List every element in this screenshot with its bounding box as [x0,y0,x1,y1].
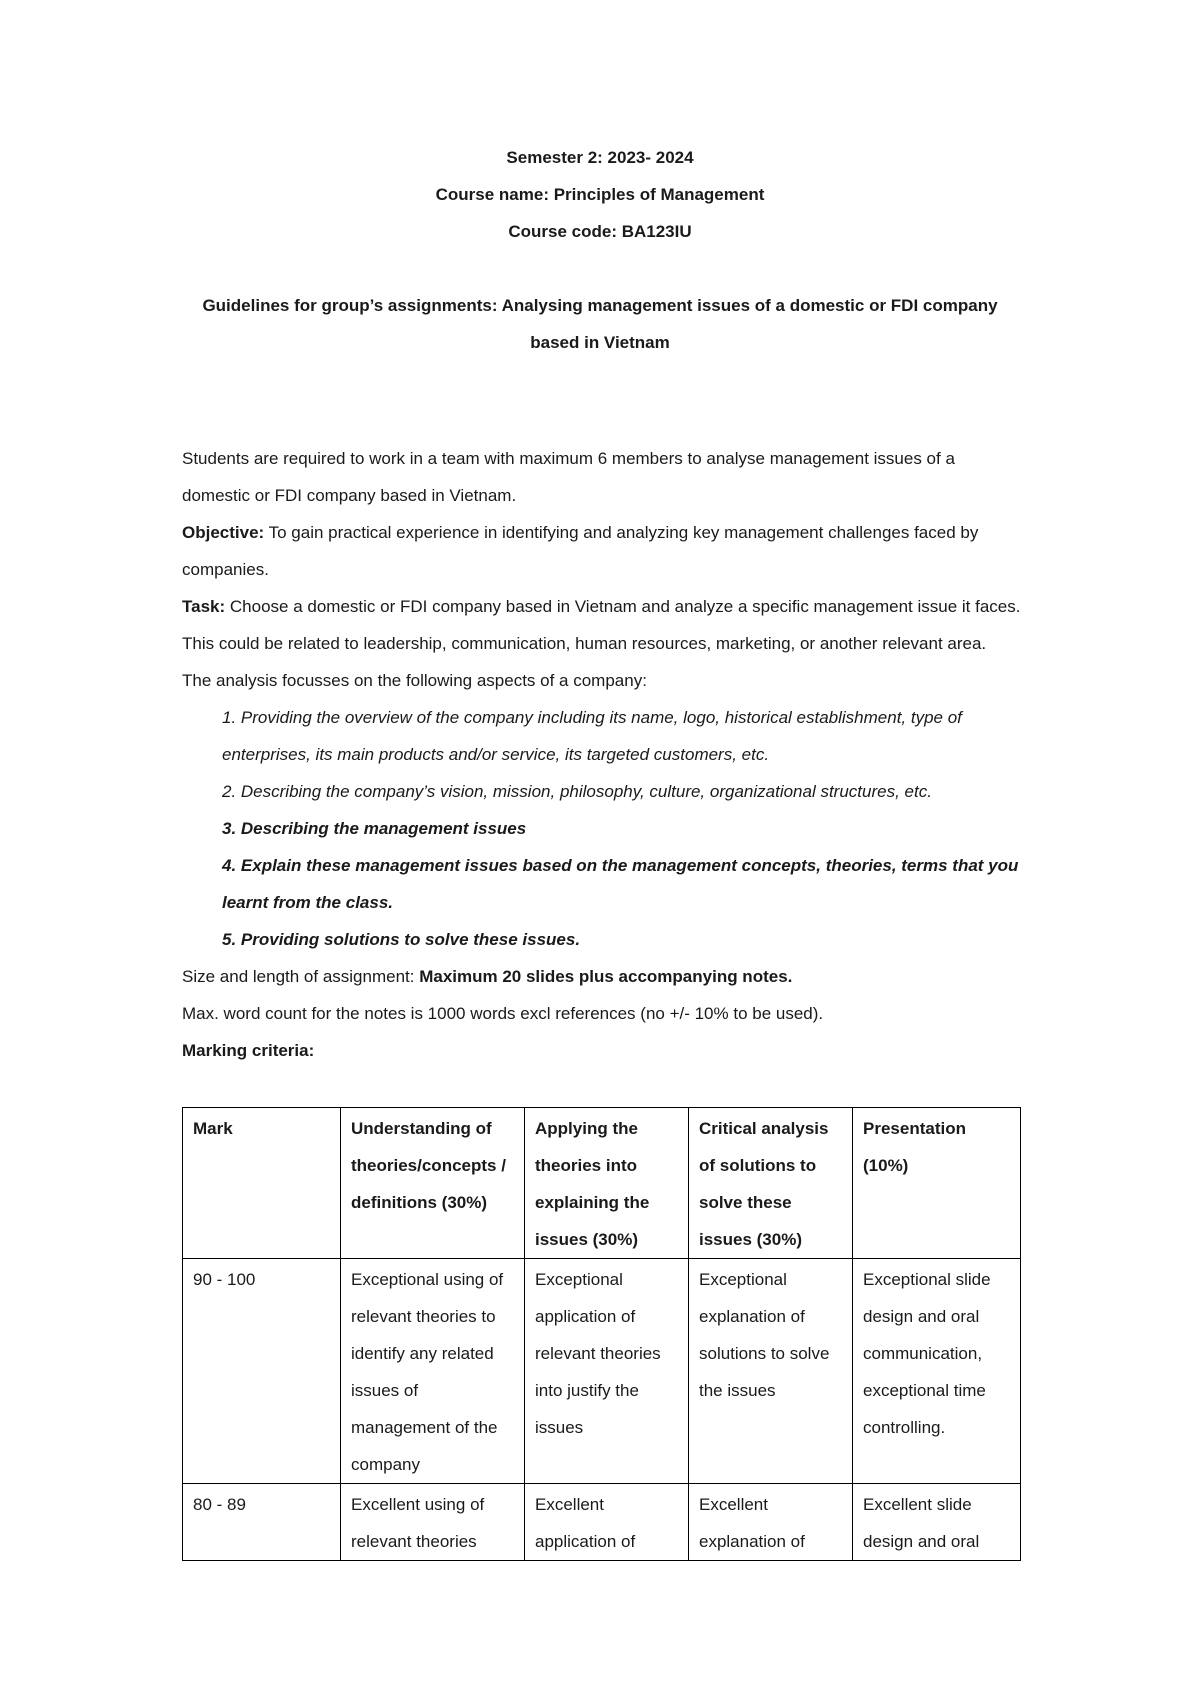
table-row [183,1259,1021,1484]
table-cell: Excellent application of [525,1484,689,1561]
size-label: Size and length of assignment: [182,967,420,986]
course-code-line: Course code: BA123IU [508,222,692,241]
table-cell: Excellent slide design and oral [853,1484,1021,1561]
task-text: Choose a domestic or FDI company based in Vietnam and analyze a specific management issue it faces. This could be related to leadership, communication, human resources, marketing, or another relevant area. [182,597,1021,653]
aspect-item: 5. Providing solutions to solve these issues. [222,930,581,949]
table-cell: Exceptional application of relevant theories into justify the issues [525,1259,689,1484]
task-label: Task: [182,597,226,616]
table-header-cell: Understanding of theories/concepts / definitions (30%) [341,1108,525,1259]
table-cell: Excellent explanation of [689,1484,853,1561]
aspects-list [182,699,1022,958]
table-cell: 80 - 89 [183,1484,341,1561]
analysis-intro: The analysis focusses on the following aspects of a company: [182,671,647,690]
marking-criteria-table [182,1107,1021,1561]
table-header-cell: Presentation (10%) [853,1108,1021,1259]
objective-paragraph [182,514,1022,588]
semester-line: Semester 2: 2023- 2024 [506,148,694,167]
course-name-line: Course name: Principles of Management [435,185,765,204]
task-paragraph [182,588,1022,662]
aspect-item: 1. Providing the overview of the company including its name, logo, historical establishment, type of enterprises, its main products and/or service, its targeted customers, etc. [222,708,962,764]
table-cell: Exceptional slide design and oral communication, exceptional time controlling. [853,1259,1021,1484]
table-cell: Excellent using of relevant theories [341,1484,525,1561]
aspect-item: 2. Describing the company’s vision, mission, philosophy, culture, organizational structures, etc. [222,782,932,801]
guideline-title-line1: Guidelines for group’s assignments: Analysing management issues of a domestic or FDI company [202,296,998,315]
size-value: Maximum 20 slides plus accompanying notes. [419,967,793,986]
intro-paragraph: Students are required to work in a team with maximum 6 members to analyse management issues of a domestic or FDI company based in Vietnam. [182,449,955,505]
aspect-item: 3. Describing the management issues [222,819,527,838]
table-cell: 90 - 100 [183,1259,341,1484]
table-cell: Exceptional explanation of solutions to solve the issues [689,1259,853,1484]
table-header-cell: Critical analysis of solutions to solve these issues (30%) [689,1108,853,1259]
table-header-cell: Applying the theories into explaining the issues (30%) [525,1108,689,1259]
guideline-title-line2: based in Vietnam [530,333,670,352]
objective-text: To gain practical experience in identifying and analyzing key management challenges faced by companies. [182,523,979,579]
objective-label: Objective: [182,523,265,542]
table-cell: Exceptional using of relevant theories to identify any related issues of management of the company [341,1259,525,1484]
table-row [183,1484,1021,1561]
table-header-row [183,1108,1021,1259]
aspect-item: 4. Explain these management issues based on the management concepts, theories, terms that you learnt from the class. [222,856,1019,912]
size-paragraph [182,958,1022,995]
body-text [182,440,1022,1069]
word-count-paragraph: Max. word count for the notes is 1000 words excl references (no +/- 10% to be used). [182,1004,824,1023]
table-header-cell: Mark [183,1108,341,1259]
marking-criteria-label: Marking criteria: [182,1041,315,1060]
